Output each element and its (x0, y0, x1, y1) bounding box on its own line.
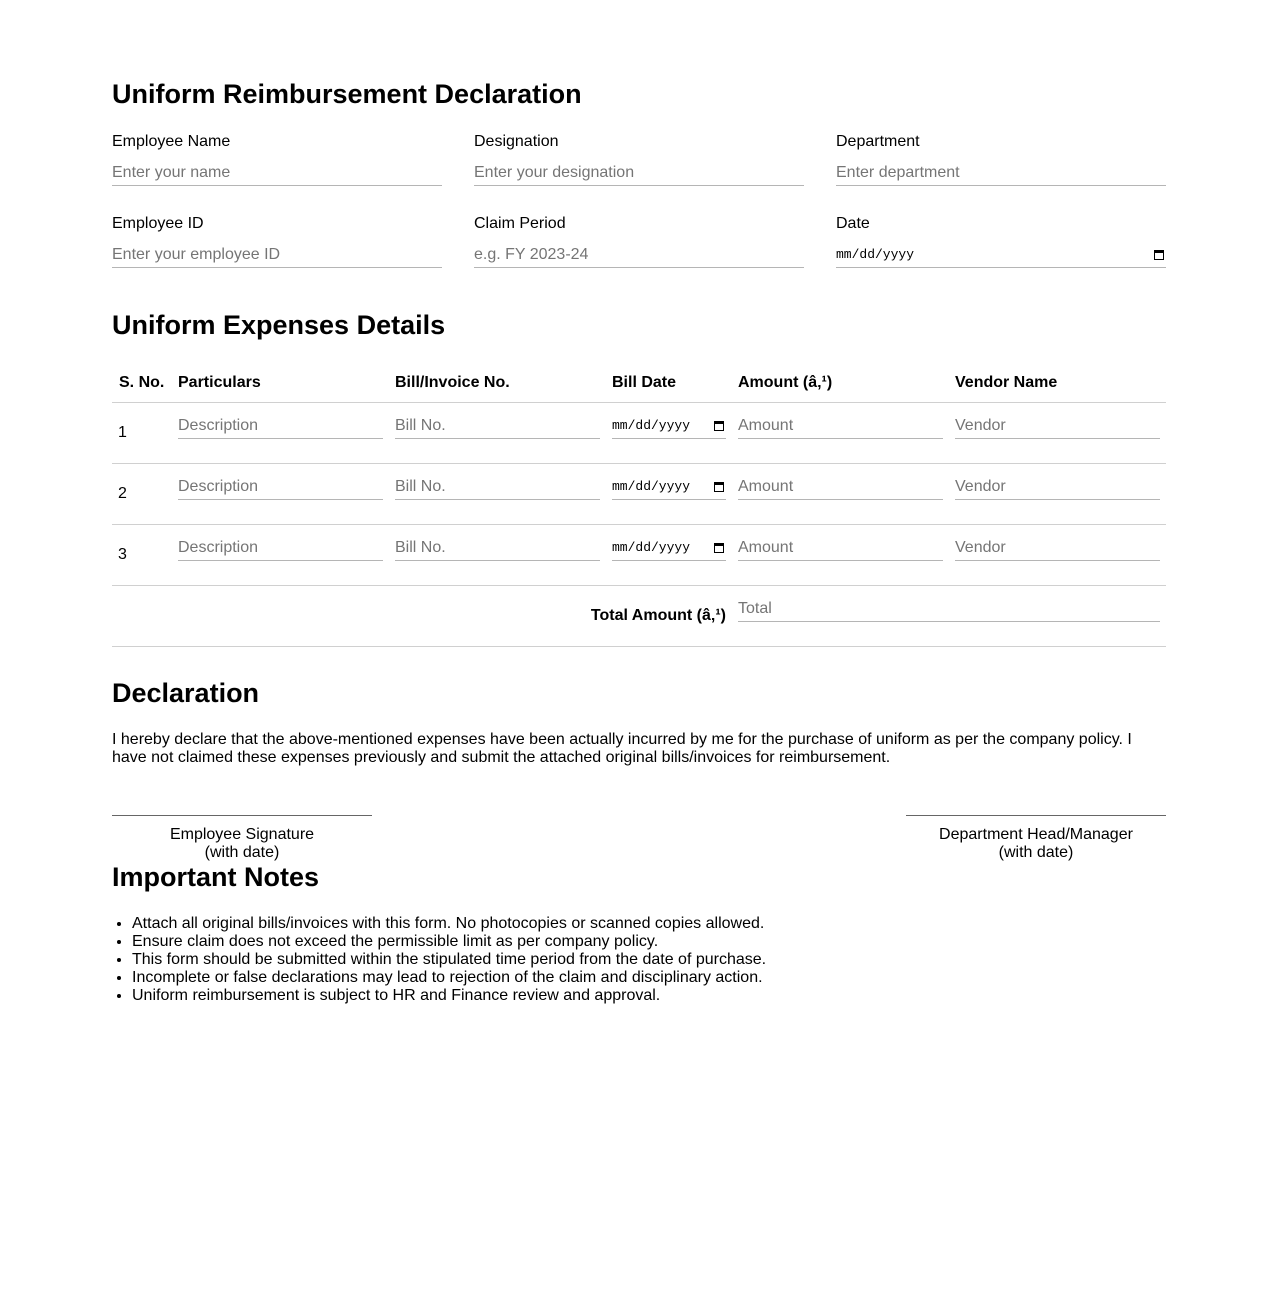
manager-signature-date-note: (with date) (998, 844, 1074, 861)
column-header-sno: S. No. (119, 374, 165, 391)
employee-id-input[interactable] (112, 242, 442, 268)
notes-list (112, 915, 766, 1005)
table-header (112, 364, 1166, 403)
column-header-vendor: Vendor Name (955, 374, 1058, 391)
list-item: • Ensure claim does not exceed the permissible limit as per company policy. (132, 933, 766, 951)
vendor-input[interactable] (955, 413, 1160, 439)
bill-date-placeholder: mm/dd/yyyy (612, 540, 691, 555)
expenses-table (112, 364, 1166, 647)
table-row (112, 525, 1166, 586)
date-placeholder: mm/dd/yyyy (836, 247, 915, 262)
vendor-input[interactable] (955, 474, 1160, 500)
vendor-input[interactable] (955, 535, 1160, 561)
expenses-section-title: Uniform Expenses Details (112, 310, 446, 340)
particulars-input[interactable] (178, 535, 383, 561)
date-input[interactable] (836, 242, 1166, 268)
column-header-amount: Amount (â‚¹) (738, 374, 833, 391)
list-item: • Uniform reimbursement is subject to HR and Finance review and approval. (132, 987, 766, 1005)
total-amount-label: Total Amount (â‚¹) (590, 607, 726, 624)
row-number: 3 (118, 546, 127, 563)
claim-period-label: Claim Period (474, 215, 566, 232)
employee-name-field (112, 133, 442, 186)
bill-date-input[interactable] (612, 413, 726, 439)
claim-period-field (474, 215, 804, 268)
employee-name-input[interactable] (112, 160, 442, 186)
designation-input[interactable] (474, 160, 804, 186)
row-number: 1 (118, 424, 127, 441)
amount-input[interactable] (738, 474, 943, 500)
bill-number-input[interactable] (395, 535, 600, 561)
column-header-particulars: Particulars (178, 374, 261, 391)
declaration-text: I hereby declare that the above-mentioned expenses have been actually incurred by me for the purchase of uniform as per the company policy. I have not claimed these expenses previously and submit the attached original bills/invoices for reimbursement. (112, 731, 1132, 766)
notes-section-title: Important Notes (112, 862, 320, 892)
department-label: Department (836, 133, 920, 150)
employee-name-label: Employee Name (112, 133, 231, 150)
calendar-icon[interactable] (714, 543, 724, 553)
calendar-icon[interactable] (1154, 250, 1164, 260)
page-title: Uniform Reimbursement Declaration (112, 79, 582, 109)
date-field (836, 215, 1166, 268)
row-number: 2 (118, 485, 127, 502)
total-amount-input[interactable] (738, 596, 1160, 622)
amount-input[interactable] (738, 535, 943, 561)
employee-id-label: Employee ID (112, 215, 204, 232)
employee-signature-date-note: (with date) (204, 844, 280, 861)
date-label: Date (836, 215, 870, 232)
department-input[interactable] (836, 160, 1166, 186)
designation-label: Designation (474, 133, 559, 150)
employee-signature-label: Employee Signature (169, 826, 315, 843)
list-item: • Attach all original bills/invoices with this form. No photocopies or scanned copies allowed. (132, 915, 766, 933)
employee-id-field (112, 215, 442, 268)
bill-date-placeholder: mm/dd/yyyy (612, 418, 691, 433)
bill-date-placeholder: mm/dd/yyyy (612, 479, 691, 494)
declaration-section-title: Declaration (112, 678, 260, 708)
manager-signature-block (906, 815, 1166, 862)
bill-number-input[interactable] (395, 474, 600, 500)
bill-date-input[interactable] (612, 535, 726, 561)
calendar-icon[interactable] (714, 482, 724, 492)
total-row (112, 586, 1166, 647)
list-item: • Incomplete or false declarations may lead to rejection of the claim and disciplinary action. (132, 969, 766, 987)
department-field (836, 133, 1166, 186)
particulars-input[interactable] (178, 413, 383, 439)
bill-date-input[interactable] (612, 474, 726, 500)
bill-number-input[interactable] (395, 413, 600, 439)
table-row (112, 403, 1166, 464)
claim-period-input[interactable] (474, 242, 804, 268)
employee-signature-block (112, 815, 372, 862)
column-header-bill-no: Bill/Invoice No. (395, 374, 510, 391)
designation-field (474, 133, 804, 186)
list-item: • This form should be submitted within the stipulated time period from the date of purchase. (132, 951, 766, 969)
column-header-bill-date: Bill Date (612, 374, 677, 391)
manager-signature-label: Department Head/Manager (939, 826, 1133, 843)
table-row (112, 464, 1166, 525)
amount-input[interactable] (738, 413, 943, 439)
particulars-input[interactable] (178, 474, 383, 500)
calendar-icon[interactable] (714, 421, 724, 431)
